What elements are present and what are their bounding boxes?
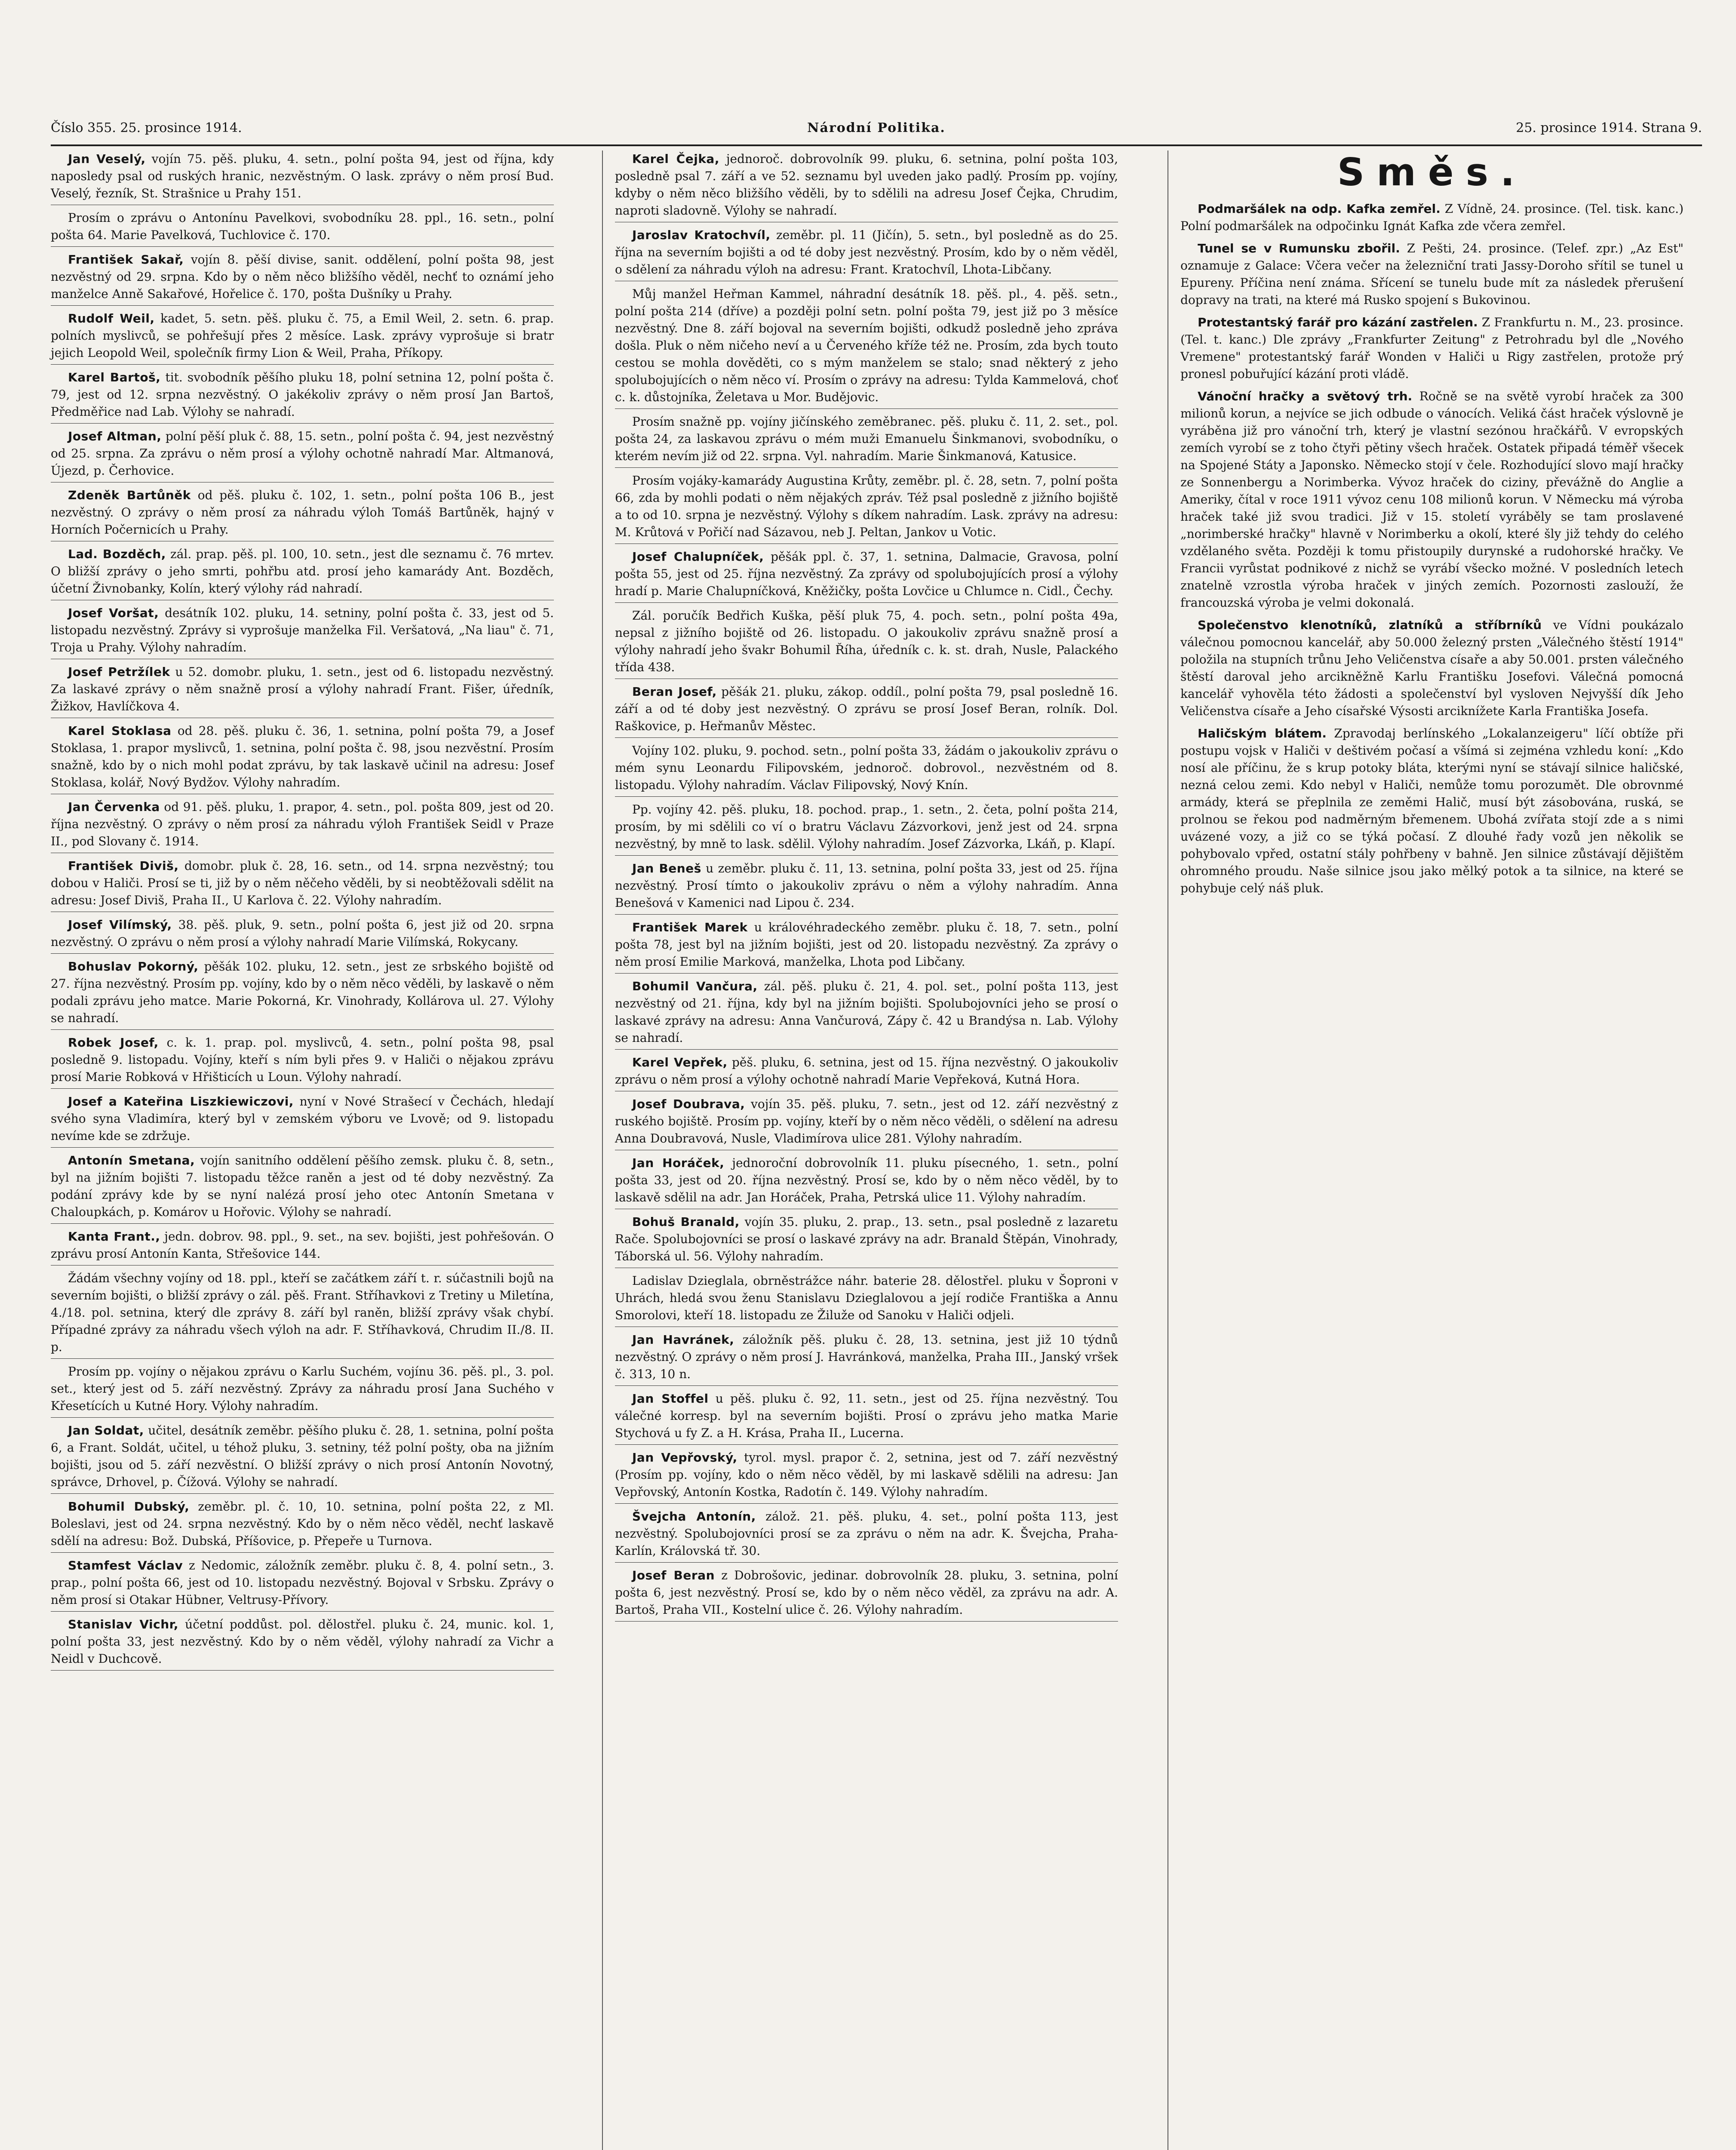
notice-entry — [51, 369, 554, 424]
smes-heading: Směs. — [1337, 150, 1527, 194]
entry-text: Prosím o zprávu o Antonínu Pavelkovi, svobodníku 28. ppl., 16. setn., polní pošta 64. Marie Pavelková, Tuchlovice č. 170. — [51, 211, 554, 242]
entry-text: tit. svobodník pěšího pluku 18, polní setnina 12, polní pošta č. 79, jest od 12. srpna nezvěstný. O jakékoliv zprávy o něm prosí Jan Bartoš, Předměřice nad Lab. Výlohy se nahradí. — [51, 370, 554, 419]
entry-text: domobr. pluk č. 28, 16. setn., od 14. srpna nezvěstný; tou dobou v Haliči. Prosí se ti, již by o něm něčeho věděli, by si neobtěžovali sdělit na adresu: Josef Diviš, Praha II., U Karlova č. 22. Výlohy nahradím. — [51, 859, 554, 907]
entry-text: tyrol. mysl. prapor č. 2, setnina, jest od 7. září nezvěstný (Prosím pp. vojíny, kdo o něm něco věděl, by mi laskavě sdělili na adresu: Jan Vepřovský, Antonín Kostka, Radotín č. 149. Výlohy nahradím. — [615, 1450, 1118, 1499]
notice-entry — [615, 286, 1118, 409]
entry-text: od pěš. pluku č. 102, 1. setn., polní pošta 106 B., jest nezvěstný. O zprávy o něm prosí za náhradu výloh Tomáš Bartůněk, hajný v Horních Počernicích u Prahy. — [51, 488, 554, 537]
column-2-missing-soldiers — [615, 150, 1118, 1626]
entry-text: pěš. pluku, 6. setnina, jest od 15. října nezvěstný. O jakoukoliv zprávu o něm prosí a výlohy ochotně nahradí Marie Vepřeková, Kutná Hora. — [615, 1055, 1118, 1087]
entry-name: František Diviš, — [68, 859, 179, 873]
entry-text: učitel, desátník zeměbr. pěšího pluku č. 28, 1. setnina, polní pošta 6, a Frant. Soldát, učitel, u téhož pluku, 3. setniny, též polní pošty, oba na jižním bojišti, jsou od 5. září nezvěstní. O bližší zprávy o nich prosí Antonín Novotný, správce, Drhovel, p. Čížová. Výlohy se nahradí. — [51, 1423, 554, 1489]
entry-name: Bohuš Branald, — [632, 1215, 740, 1229]
entry-name: Zdeněk Bartůněk — [68, 488, 191, 502]
notice-entry — [615, 1272, 1118, 1327]
entry-name: Jan Horáček, — [632, 1156, 725, 1170]
entry-name: Karel Bartoš, — [68, 370, 161, 384]
notice-entry — [51, 958, 554, 1030]
entry-text: kadet, 5. setn. pěš. pluku č. 75, a Emil Weil, 2. setn. 6. prap. polních myslivců, se pohřešují přes 2 měsíce. Lask. zprávy vyprošuje si bratr jejich Leopold Weil, společník firmy Lion & Weil, Praha, Příkopy. — [51, 311, 554, 360]
entry-name: Kanta Frant., — [68, 1229, 160, 1244]
entry-text: ve Vídni poukázalo válečnou pomocnou kancelář, aby 50.000 železný prsten „Válečného štěstí 1914" položila na stupních trůnu Jeho Veličenstva císaře a aby 50.001. prsten válečného štěstí daroval jeho arcikněžně Karlu Františku Josefovi. Válečná pomocná kancelář vyhověla této žádosti a společenství byl vysloven Nejvyšší dík Jeho Veličenstva císaře a Jeho císařské Výsosti arciknížete Karla Františka Josefa. — [1180, 618, 1684, 718]
entry-text: vojín 35. pluku, 2. prap., 13. setn., psal posledně z lazaretu Rače. Spolubojovníci se prosí o laskavé zprávy na adr. Branald Štěpán, Vinohrady, Táborská ul. 56. Výlohy nahradím. — [615, 1215, 1118, 1263]
header-rule — [51, 144, 1702, 146]
notice-entry — [615, 472, 1118, 544]
entry-name: Jan Vepřovský, — [632, 1450, 737, 1465]
news-item — [1180, 200, 1684, 235]
notice-entry — [615, 860, 1118, 915]
entry-text: 38. pěš. pluk, 9. setn., polní pošta 6, jest již od 20. srpna nezvěstný. O zprávu o něm prosí a výlohy nahradí Marie Vilímská, Rokycany. — [51, 918, 554, 949]
entry-name: Karel Čejka, — [632, 152, 719, 166]
entry-text: u královéhradeckého zeměbr. pluku č. 18, 7. setn., polní pošta 78, jest byl na jižním bojišti, jest od 20. listopadu nezvěstný. Za zprávy o něm prosí Emilie Marková, manželka, Lhota pod Libčany. — [615, 920, 1118, 969]
entry-name: Josef a Kateřina Liszkiewiczovi, — [68, 1094, 294, 1109]
notice-entry — [615, 978, 1118, 1050]
entry-text: pěšák 102. pluku, 12. setn., jest ze srbského bojiště od 27. října nezvěstný. Prosím pp. vojíny, kdo by o něm něco věděli, by laskavě o něm podali zprávu jeho matce. Marie Pokorná, Kr. Vinohrady, Kollárova ul. 27. Výlohy se nahradí. — [51, 959, 554, 1025]
entry-text: Z Frankfurtu n. M., 23. prosince. (Tel. t. kanc.) Dle zprávy „Frankfurter Zeitung" z Petrohradu byl dle „Nového Vremene" protestantský farář Wonden v Haliči u Rigy zastřelen, protože prý pronesl pobuřující kázání proti vládě. — [1180, 315, 1684, 381]
notice-entry — [615, 1155, 1118, 1209]
entry-text: c. k. 1. prap. pol. myslivců, 4. setn., polní pošta 98, psal posledně 9. listopadu. Vojíny, kteří s ním byli přes 9. v Haliči o nějakou zprávu prosí Marie Robková v Hřišticích u Loun. Výlohy nahradí. — [51, 1035, 554, 1084]
notice-entry — [51, 251, 554, 306]
notice-entry — [615, 1096, 1118, 1150]
notice-entry — [51, 150, 554, 205]
entry-text: Prosím pp. vojíny o nějakou zprávu o Karlu Suchém, vojínu 36. pěš. pl., 3. pol. set., který jest od 5. září nezvěstný. Zprávy za náhradu prosí Jana Suchého v Křesetících u Kutné Hory. Výlohy nahradím. — [51, 1364, 554, 1413]
notice-entry — [51, 1422, 554, 1494]
entry-name: Protestantský farář pro kázání zastřelen. — [1198, 315, 1478, 329]
notice-entry — [615, 150, 1118, 222]
notice-entry — [615, 1567, 1118, 1622]
entry-name: Jan Soldat, — [68, 1423, 144, 1437]
entry-name: Haličským blátem. — [1198, 726, 1327, 740]
news-item — [1180, 725, 1684, 897]
entry-text: jednoroční dobrovolník 11. pluku písecného, 1. setn., polní pošta 33, jest od 20. října nezvěstný. Prosí se, kdo by o něm něco věděl, by to laskavě sdělil na adr. Jan Horáček, Praha, Petrská ulice 11. Výlohy nahradím. — [615, 1156, 1118, 1204]
notice-entry — [615, 548, 1118, 603]
entry-name: Jan Stoffel — [632, 1391, 709, 1406]
page-header — [51, 116, 1702, 144]
notice-entry — [615, 1390, 1118, 1445]
entry-name: Bohumil Vančura, — [632, 979, 758, 993]
issue-number: Číslo 355. 25. prosince 1914. — [51, 120, 242, 135]
notice-entry — [615, 683, 1118, 738]
entry-name: Jan Veselý, — [68, 152, 146, 166]
entry-name: Josef Doubrava, — [632, 1097, 745, 1111]
notice-entry — [51, 546, 554, 600]
entry-text: Z Vídně, 24. prosince. (Tel. tisk. kanc.) Polní podmaršálek na odpočinku Ignát Kafka zde včera zemřel. — [1180, 202, 1684, 233]
entry-name: Josef Vilímský, — [68, 918, 172, 932]
entry-name: Švejcha Antonín, — [632, 1509, 756, 1523]
entry-text: Vojíny 102. pluku, 9. pochod. setn., polní pošta 33, žádám o jakoukoliv zprávu o mém synu Leonardu Filipovském, jednoroč. dobrovol., nezvěstném od 8. listopadu. Výlohy nahradím. Václav Filipovský, Nový Knín. — [615, 743, 1118, 792]
column-divider — [602, 150, 603, 2150]
entry-text: vojín 8. pěší divise, sanit. oddělení, polní pošta 98, jest nezvěstný od 29. srpna. Kdo by o něm něco bližšího věděl, nechť to oznámí jeho manželce Anně Sakařové, Hořelice č. 170, pošta Dušníky u Prahy. — [51, 252, 554, 301]
entry-text: Zál. poručík Bedřich Kuška, pěší pluk 75, 4. poch. setn., polní pošta 49a, nepsal z jižního bojiště od 26. listopadu. O jakoukoliv zprávu snažně prosí a výlohy nahradí jeho švakr Bohumil Říha, úředník c. k. st. drah, Nusle, Palackého třída 438. — [615, 608, 1118, 674]
entry-text: z Dobrošovic, jedinar. dobrovolník 28. pluku, 3. setnina, polní pošta 6, jest nezvěstný. Prosí se, kdo by o něm něco věděl, za zprávu na adr. A. Bartoš, Praha VII., Kostelní ulice č. 26. Výlohy nahradím. — [615, 1568, 1118, 1617]
notice-entry — [51, 1228, 554, 1265]
entry-text: u zeměbr. pluku č. 11, 13. setnina, polní pošta 33, jest od 25. října nezvěstný. Prosí tímto o jakoukoliv zprávu o něm a výlohy nahradím. Anna Benešová v Kamenici nad Lipou č. 234. — [615, 861, 1118, 910]
entry-text: zeměbr. pl. 11 (Jičín), 5. setn., byl posledně as do 25. října na severním bojišti a od té doby jest nezvěstný. Prosím, kdo by o něm věděl, o sdělení za náhradu výloh na adresu: Frant. Kratochvíl, Lhota-Libčany. — [615, 228, 1118, 276]
notice-entry — [51, 1034, 554, 1089]
entry-text: Z Pešti, 24. prosince. (Telef. zpr.) „Az Est" oznamuje z Galace: Včera večer na železniční trati Jassy-Doroho sřítil se tunel u Epureny. Příčina není známa. Sřícení se tunelu bude mít za následek přerušení dopravy na trati, na které má Rusko spojení s Bukovinou. — [1180, 241, 1684, 307]
entry-name: Josef Chalupníček, — [632, 550, 764, 564]
notice-entry — [51, 799, 554, 853]
entry-name: Společenstvo klenotníků, zlatníků a stříbrníků — [1198, 618, 1542, 632]
entry-text: u 52. domobr. pluku, 1. setn., jest od 6. listopadu nezvěstný. Za laskavé zprávy o něm snažně prosí a výlohy nahradí Frant. Fišer, úředník, Žižkov, Havlíčkova 4. — [51, 665, 554, 713]
news-item — [1180, 314, 1684, 383]
smes-items — [1180, 200, 1684, 897]
news-item — [1180, 388, 1684, 611]
entry-text: u pěš. pluku č. 92, 11. setn., jest od 25. října nezvěstný. Tou válečné korresp. byl na severním bojišti. Prosí o zprávu jeho matka Marie Stychová u fy Z. a H. Krása, Praha II., Lucerna. — [615, 1391, 1118, 1440]
entry-name: Jan Beneš — [632, 861, 701, 875]
notice-entry — [615, 919, 1118, 974]
notice-entry — [51, 857, 554, 912]
notice-entry — [51, 1093, 554, 1148]
entry-text: Pp. vojíny 42. pěš. pluku, 18. pochod. prap., 1. setn., 2. četa, polní pošta 214, prosím, by mi sdělili co ví o bratru Václavu Zázvorkovi, jenž jest od 24. srpna nezvěstný, by mně to lask. sdělil. Výlohy nahradím. Josef Zázvorka, Lkáň, p. Klapí. — [615, 802, 1118, 851]
notice-entry — [51, 1270, 554, 1359]
notice-entry — [51, 209, 554, 247]
entry-text: vojín sanitního oddělení pěšího zemsk. pluku č. 8, setn., byl na jižním bojišti 7. listopadu těžce raněn a jest od té doby nezvěstný. Za podání zprávy kde by se nyní nalézá prosí jeho otec Antonín Smetana v Chaloupkách, p. Komárov u Hořovic. Výlohy se nahradí. — [51, 1153, 554, 1219]
notice-entry — [615, 742, 1118, 797]
notice-entry — [51, 605, 554, 659]
entry-text: jednoroč. dobrovolník 99. pluku, 6. setnina, polní pošta 103, posledně psal 7. září a ve 52. seznamu byl uveden jako padlý. Prosím pp. vojíny, kdyby o něm něco bližšího věděli, by to sdělili na adresu Josef Čejka, Chrudim, naproti sladovně. Výlohy se nahradí. — [615, 152, 1118, 218]
notice-entry — [51, 916, 554, 954]
entry-text: pěšák 21. pluku, zákop. oddíl., polní pošta 79, psal posledně 16. září a od té doby jest nezvěstný. O zprávu se prosí Josef Beran, rolník. Dol. Raškovice, p. Heřmanův Městec. — [615, 685, 1118, 733]
entry-text: od 28. pěš. pluku č. 36, 1. setnina, polní pošta 79, a Josef Stoklasa, 1. prapor myslivců, 1. setnina, polní pošta č. 98, jsou nezvěstní. Prosím snažně, kdo by o nich mohl podat zprávu, by tak laskavě učinil na adresu: Josef Stoklasa, kolář, Nový Bydžov. Výlohy nahradím. — [51, 724, 554, 789]
entry-name: Karel Stoklasa — [68, 724, 172, 738]
entry-name: Stamfest Václav — [68, 1558, 183, 1573]
notice-entry — [615, 607, 1118, 679]
entry-name: František Marek — [632, 920, 748, 934]
entry-name: Beran Josef, — [632, 685, 717, 699]
notice-entry — [51, 487, 554, 541]
date-page: 25. prosince 1914. Strana 9. — [1516, 120, 1702, 135]
notice-entry — [615, 1331, 1118, 1386]
entry-text: záložník pěš. pluku č. 28, 13. setnina, jest již 10 týdnů nezvěstný. O zprávy o něm prosí J. Havránková, manželka, Praha III., Janský vršek č. 313, 10 n. — [615, 1333, 1118, 1381]
notice-entry — [51, 428, 554, 482]
entry-text: vojín 35. pěš. pluku, 7. setn., jest od 12. září nezvěstný z ruského bojiště. Prosím pp. vojíny, kteří by o něm něco věděli, o sdělení na adresu Anna Doubravová, Nusle, Vladimírova ulice 281. Výlohy nahradím. — [615, 1097, 1118, 1146]
entry-text: jedn. dobrov. 98. ppl., 9. set., na sev. bojišti, jest pohřešován. O zprávu prosí Antonín Kanta, Střešovice 144. — [51, 1229, 554, 1261]
entry-name: Rudolf Weil, — [68, 311, 155, 326]
notice-entry — [615, 801, 1118, 856]
entry-name: Lad. Bozděch, — [68, 547, 166, 561]
column-1-missing-soldiers — [51, 150, 554, 1675]
entry-name: František Sakař, — [68, 252, 184, 267]
entry-name: Jan Červenka — [68, 800, 160, 814]
entry-name: Vánoční hračky a světový trh. — [1198, 389, 1413, 403]
entry-name: Josef Voršat, — [68, 606, 159, 620]
column-3-smes — [1180, 150, 1684, 902]
notice-entry — [51, 310, 554, 365]
notice-entry — [615, 1213, 1118, 1268]
news-item — [1180, 240, 1684, 309]
notice-entry — [51, 1152, 554, 1224]
entry-text: nyní v Nové Strašecí v Čechách, hledají svého syna Vladimíra, který byl v zemském výboru ve Lvově; od 9. listopadu nevíme kde se zdržuje. — [51, 1094, 554, 1143]
newspaper-title: Národní Politika. — [807, 120, 946, 135]
entry-text: Můj manžel Heřman Kammel, náhradní desátník 18. pěš. pl., 4. pěš. setn., polní pošta 214 (dříve) a později polní setn. polní pošta 79, jest již po 3 měsíce nezvěstný. Dne 8. září bojoval na severním bojišti, odkudž posledně jeho zpráva došla. Pluk o něm ničeho neví a u Červeného kříže též ne. Prosím, zda bych touto cestou se mohla dověděti, co s mým manželem se stalo; snad některý z jeho spolubojujících o něm něco ví. Prosím o zprávy na adresu: Tylda Kammelová, choť c. k. důstojníka, Želetava u Mor. Budějovic. — [615, 287, 1118, 404]
entry-text: Ročně se na světě vyrobí hraček za 300 milionů korun, a nejvíce se jich odbude o vánocích. Veliká část hraček výslovně je vyráběna již pro vánoční trh, který je vlastní sezónou hračkářů. V evropských zemích vyrobí se z toho čtyři pětiny všech hraček. Ostatek připadá téměř všecek na Spojené Státy a Japonsko. Německo stojí v čele. Rozhodující slovo mají hračky ze Sonnenbergu a Norimberka. Vývoz hraček do ciziny, převážně do Anglie a Ameriky, čítal v roce 1911 vývoz cenu 108 milionů korun. V Německu má výroba hraček také již svou tradici. Již v 15. století vyráběly se tam proslavené „norimberské hračky" hlavně v Norimberku a okolí, které šly již tehdy do celého vzdělaného světa. Později k tomu přistoupily durynské a rudohorské hračky. Ve Francii vyrůstat podnikové z nichž se vyrábí všecko možné. V posledních letech znatelně vzrostla výroba hraček v jiných zemích. Pozornosti zaslouží, že francouzská výroba je velmi dokonalá. — [1180, 389, 1684, 610]
entry-name: Jaroslav Kratochvíl, — [632, 228, 771, 242]
entry-text: zálož. 21. pěš. pluku, 4. set., polní pošta 113, jest nezvěstný. Spolubojovníci prosí se za zprávu o něm na adr. K. Švejcha, Praha-Karlín, Královská tř. 30. — [615, 1509, 1118, 1558]
entry-text: Prosím vojáky-kamarády Augustina Krůty, zeměbr. pl. č. 28, setn. 7, polní pošta 66, zda by mohli podati o něm nějakých zpráv. Též psal posledně z jižního bojiště a to od 10. srpna je nezvěstný. Výlohy s díkem nahradím. Lask. zprávy na adresu: M. Krůtová v Pořičí nad Sázavou, neb J. Peltan, Jankov u Votic. — [615, 473, 1118, 539]
notice-entry — [51, 1498, 554, 1553]
entry-text: Prosím snažně pp. vojíny jičínského zeměbranec. pěš. pluku č. 11, 2. set., pol. pošta 24, za laskavou zprávu o mém muži Emanuelu Šinkmanovi, svobodníku, o kterém nevím již od 22. srpna. Vyl. nahradím. Marie Šinkmanová, Katusice. — [615, 415, 1118, 463]
entry-text: účetní poddůst. pol. dělostřel. pluku č. 24, munic. kol. 1, polní pošta 33, jest nezvěstný. Kdo by o něm věděl, výlohy nahradí za Vichr a Neidl v Duchcově. — [51, 1617, 554, 1666]
notice-entry — [51, 722, 554, 794]
entry-name: Tunel se v Rumunsku zbořil. — [1198, 241, 1400, 255]
entry-text: z Nedomic, záložník zeměbr. pluku č. 8, 4. polní setn., 3. prap., polní pošta 66, jest od 10. listopadu nezvěstný. Bojoval v Srbsku. Zprávy o něm prosí si Otakar Hübner, Veltrusy-Přívory. — [51, 1558, 554, 1607]
entry-name: Podmaršálek na odp. Kafka zemřel. — [1198, 202, 1441, 216]
entry-name: Antonín Smetana, — [68, 1153, 195, 1167]
entry-name: Bohuslav Pokorný, — [68, 959, 199, 974]
notice-entry — [51, 1557, 554, 1612]
notice-entry — [51, 1363, 554, 1418]
entry-name: Karel Vepřek, — [632, 1055, 728, 1069]
entry-name: Robek Josef, — [68, 1035, 159, 1050]
entry-text: Ladislav Dzieglala, obrněstrážce náhr. baterie 28. dělostřel. pluku v Šoproni v Uhrách, hledá svou ženu Stanislavu Dzieglalovou a její rodiče Františka a Annu Smorolovi, kteří 18. listopadu ze Žiluže od Sanoku v Haliči odjeli. — [615, 1274, 1118, 1322]
notice-entry — [615, 1508, 1118, 1563]
notice-entry — [51, 663, 554, 718]
notice-entry — [615, 227, 1118, 281]
entry-name: Josef Beran — [632, 1568, 715, 1582]
entry-text: zál. prap. pěš. pl. 100, 10. setn., jest dle seznamu č. 76 mrtev. O bližší zprávy o jeho smrti, pohřbu atd. prosí jeho kamarády Ant. Bozděch, účetní Živnobanky, Kolín, který výlohy rád nahradí. — [51, 547, 554, 596]
entry-name: Stanislav Vichr, — [68, 1617, 179, 1631]
entry-text: Žádám všechny vojíny od 18. ppl., kteří se začátkem září t. r. súčastnili bojů na severním bojišti, o bližší zprávy o zál. pěš. Frant. Stříhavkovi z Tretiny u Miletína, 4./18. pol. setnina, který dle zprávy 8. září byl raněn, bližší zprávy však chybí. Případné zprávy za náhradu všech výloh na adr. F. Stříhavková, Chrudim II./8. II. p. — [51, 1271, 554, 1354]
entry-text: zeměbr. pl. č. 10, 10. setnina, polní pošta 22, z Ml. Boleslavi, jest od 24. srpna nezvěstný. Kdo by o něm něco věděl, nechť laskavě sdělí na adresu: Bož. Dubská, Příšovice, p. Přepeře u Turnova. — [51, 1499, 554, 1548]
entry-text: polní pěší pluk č. 88, 15. setn., polní pošta č. 94, jest nezvěstný od 25. srpna. Za zprávu o něm prosí a výlohy ochotně nahradí Mar. Altmanová, Újezd, p. Čerhovice. — [51, 429, 554, 478]
entry-text: Zpravodaj berlínského „Lokalanzeigeru" líčí obtíže při postupu vojsk v Haliči v deštivém počasí a všímá si zejména vzhledu koní: „Kdo nosí ale příčinu, že s krup potoky bláta, kterými nyní se stávají silnice haličské, nezná celou zemi. Kdo nebyl v Haliči, nemůže tomu porozumět. Dle obrovnmé armády, která se přeplnila ze zeměmi Halič, musí být zásobována, ruská, se prolnou se řekou pod nadměrným břemenem. Ubohá zvířata stojí zde a s nimi uvázené vozy, a již co se týká počasí. Z dlouhé řady vozů jen několik se pohybovalo vpřed, ostatní stály pohřbeny v bahně. Jen silnice zůstávají dějištěm ohromného proudu. Naše silnice jsou jako mělký potok a ta silnice, na které se pohybuje celý náš pluk. — [1180, 726, 1684, 895]
notice-entry — [51, 1616, 554, 1671]
entry-text: zál. pěš. pluku č. 21, 4. pol. set., polní pošta 113, jest nezvěstný od 21. října, kdy byl na jižním bojišti. Spolubojovníci jeho se prosí o laskavé zprávy na adresu: Anna Vančurová, Zápy č. 42 u Brandýsa n. Lab. Výlohy se nahradí. — [615, 979, 1118, 1045]
entry-name: Josef Petržílek — [68, 665, 170, 679]
entry-name: Bohumil Dubský, — [68, 1499, 190, 1514]
news-item — [1180, 617, 1684, 720]
entry-text: pěšák ppl. č. 37, 1. setnina, Dalmacie, Gravosa, polní pošta 55, jest od 25. října nezvěstný. Za zprávy od spolubojujících prosí a výlohy hradí p. Marie Chalupníčková, Kněžičky, pošta Lovčice u Chlumce n. Cidl., Čechy. — [615, 550, 1118, 598]
notice-entry — [615, 1054, 1118, 1091]
entry-name: Jan Havránek, — [632, 1333, 734, 1347]
entry-name: Josef Altman, — [68, 429, 162, 443]
entry-text: desátník 102. pluku, 14. setniny, polní pošta č. 33, jest od 5. listopadu nezvěstný. Zprávy si vyprošuje manželka Fil. Veršatová, „Na liau" č. 71, Troja u Prahy. Výlohy nahradím. — [51, 606, 554, 654]
entry-text: vojín 75. pěš. pluku, 4. setn., polní pošta 94, jest od října, kdy naposledy psal od ruských hranic, nezvěstným. O lask. zprávy o něm prosí Bud. Veselý, řezník, St. Strašnice u Prahy 151. — [51, 152, 554, 200]
entry-text: od 91. pěš. pluku, 1. prapor, 4. setn., pol. pošta 809, jest od 20. října nezvěstný. O zprávy o něm prosí za náhradu výloh František Seidl v Praze II., pod Slovany č. 1914. — [51, 800, 554, 848]
notice-entry — [615, 413, 1118, 468]
notice-entry — [615, 1449, 1118, 1504]
